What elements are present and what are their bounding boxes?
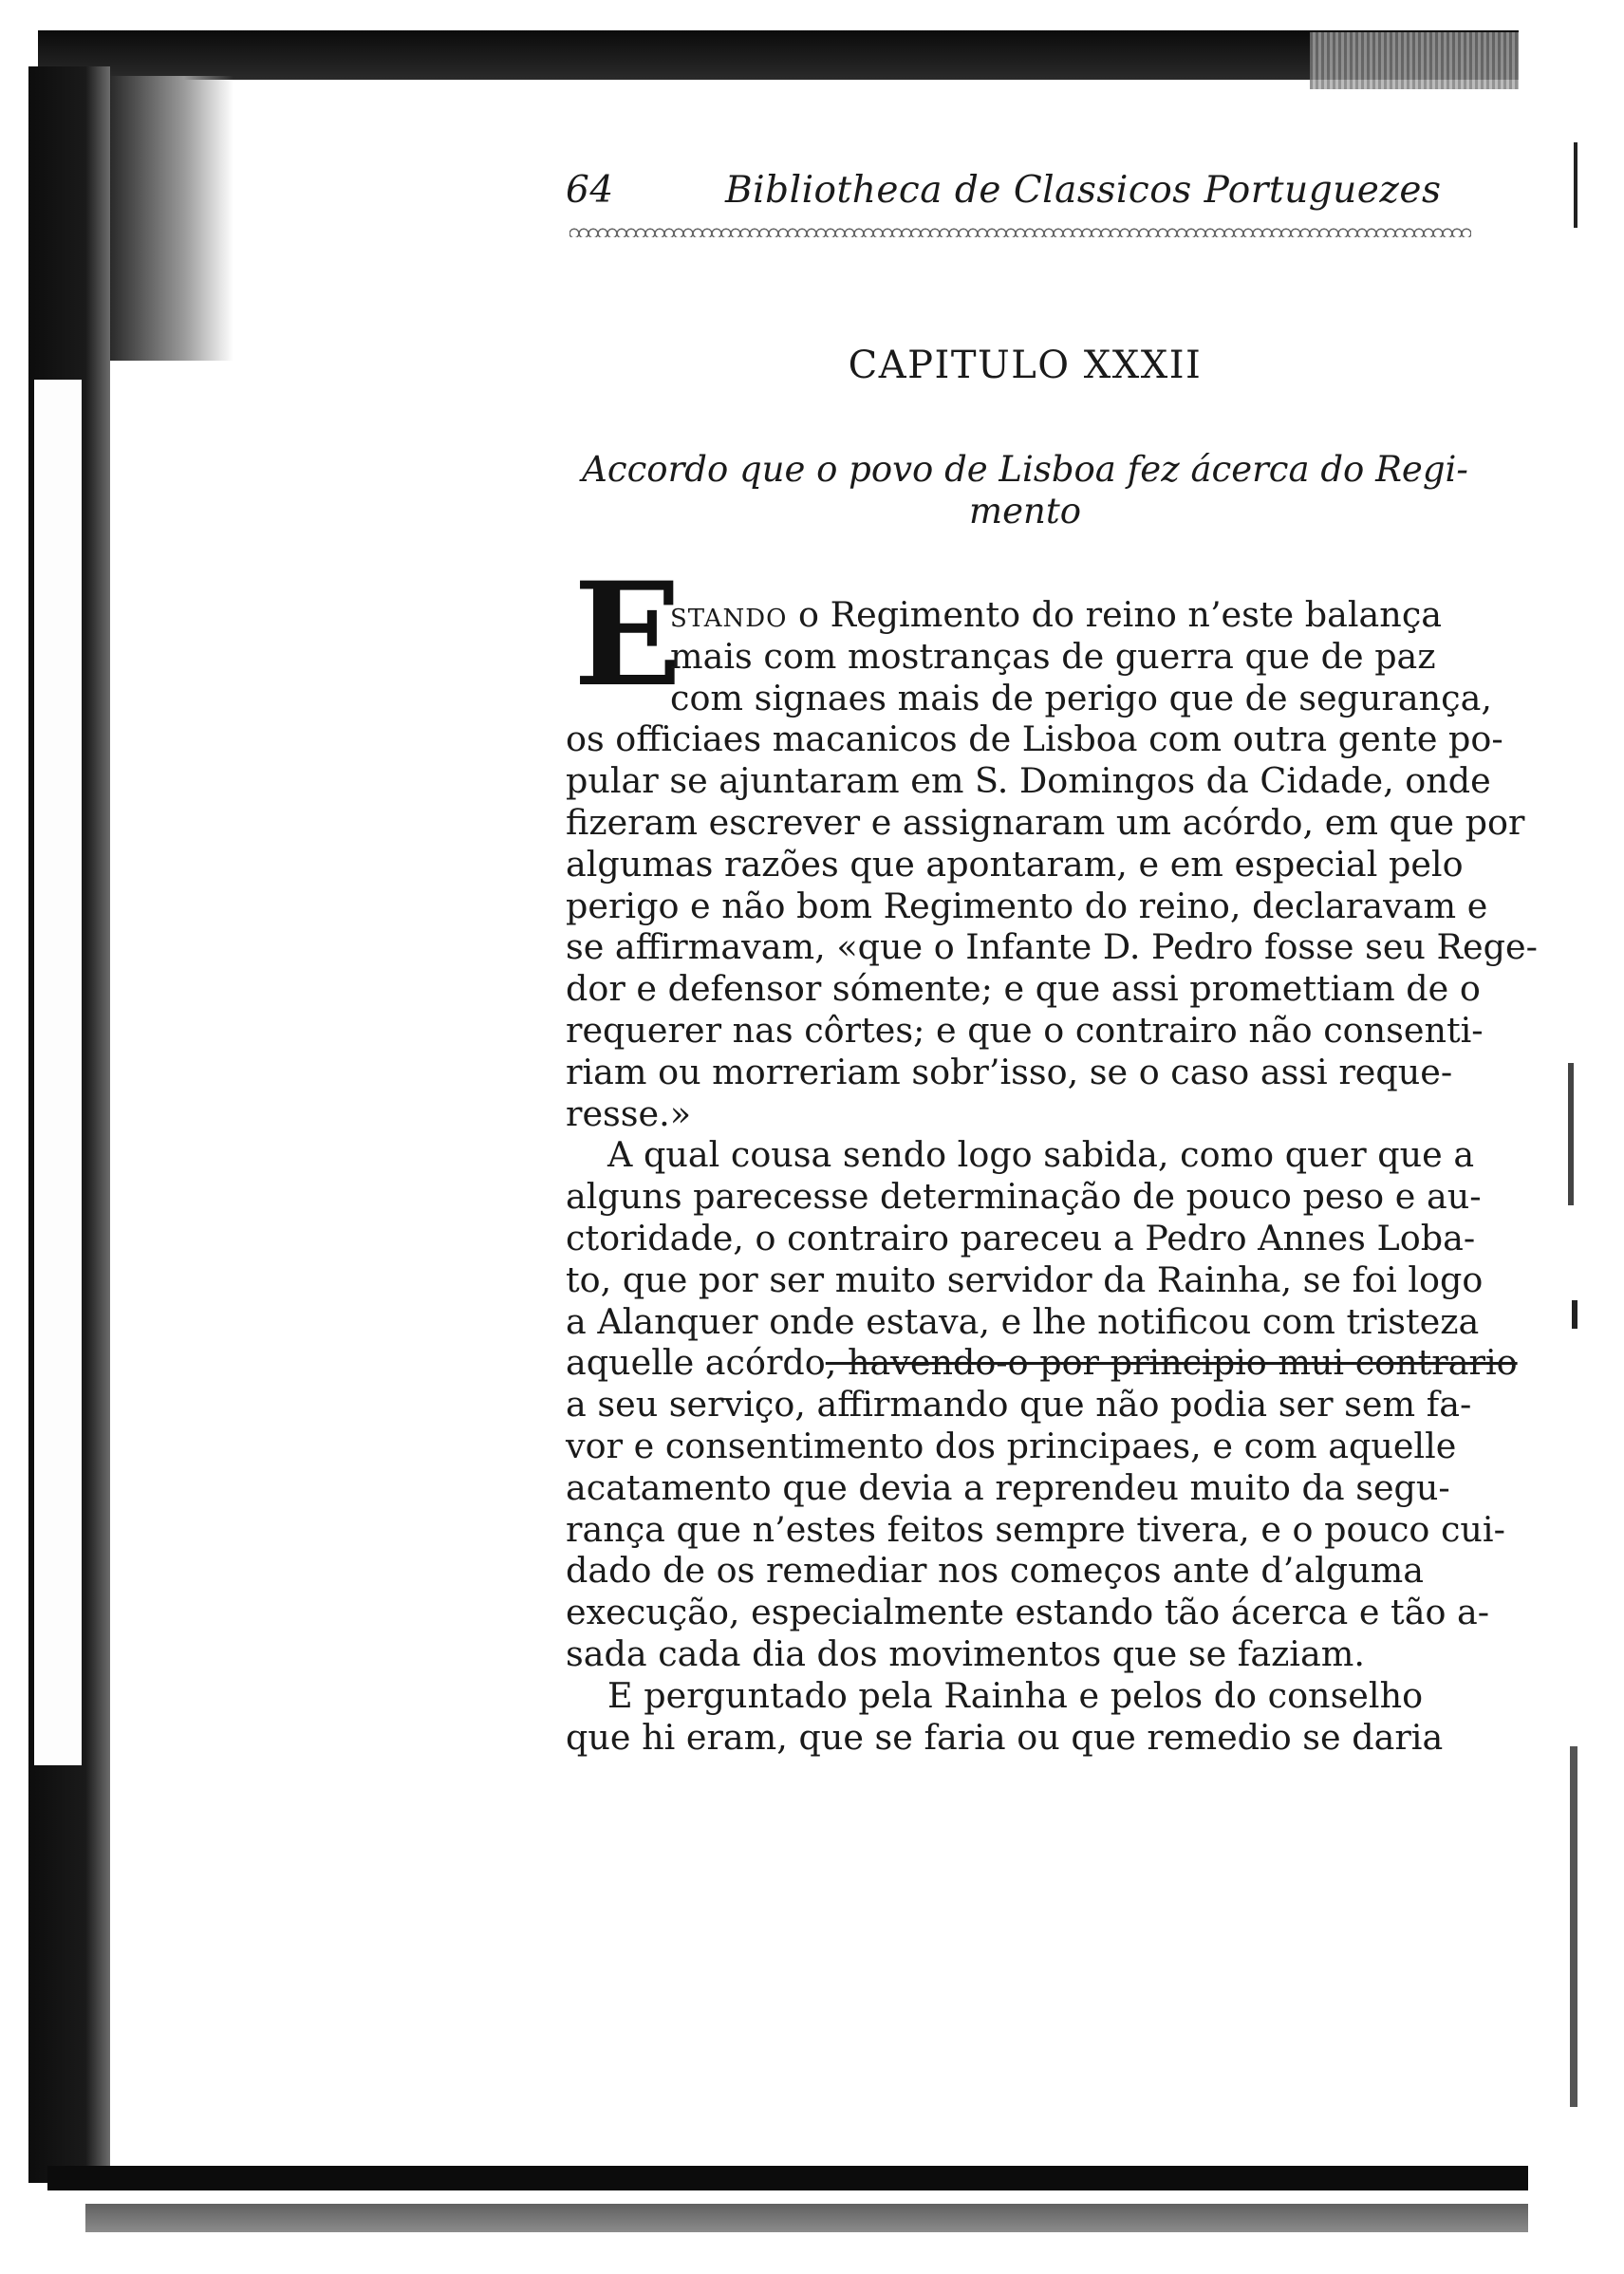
wavy-rule bbox=[569, 224, 1471, 237]
body-text bbox=[566, 594, 1538, 1758]
page-number: 64 bbox=[566, 169, 614, 212]
text-line: vor e consentimento dos principaes, e com aquelle bbox=[566, 1425, 1457, 1466]
text-line: riam ou morreriam sobr’isso, se o caso assi reque- bbox=[566, 1051, 1453, 1092]
text-line: alguns parecesse determinação de pouco peso e au- bbox=[566, 1176, 1482, 1218]
text-line: com signaes mais de perigo que de segurança, bbox=[670, 677, 1492, 718]
text-line: pular se ajuntaram em S. Domingos da Cidade, onde bbox=[566, 760, 1491, 802]
scan-mark-right bbox=[1568, 1063, 1574, 1205]
scan-edge-top-noise bbox=[1310, 32, 1519, 89]
text-line bbox=[566, 594, 1517, 636]
text-line: fizeram escrever e assignaram um acórdo, em que por bbox=[566, 801, 1525, 843]
scan-edge-top bbox=[38, 30, 1519, 80]
chapter-subtitle bbox=[569, 446, 1481, 530]
text-line-rest: o Regimento do reino n’este balança bbox=[787, 594, 1443, 635]
text-line: to, que por ser muito servidor da Rainha, se foi logo bbox=[566, 1258, 1484, 1300]
text-line-prefix: aquelle acórdo bbox=[566, 1342, 826, 1384]
scan-edge-left-gap bbox=[34, 380, 82, 1765]
drop-cap: E bbox=[573, 551, 682, 718]
subtitle-line: Accordo que o povo de Lisboa fez ácerca do Regi- bbox=[582, 449, 1468, 490]
text-line: que hi eram, que se faria ou que remedio se daria bbox=[566, 1716, 1444, 1758]
scan-mark-right bbox=[1572, 1300, 1577, 1329]
text-line: rança que n’estes feitos sempre tivera, e o pouco cui- bbox=[566, 1508, 1505, 1550]
scan-edge-left-shadow bbox=[110, 76, 233, 361]
text-line: perigo e não bom Regimento do reino, declaravam e bbox=[566, 885, 1488, 926]
scan-edge-bottom-shadow bbox=[85, 2204, 1528, 2232]
text-line: algumas razões que apontaram, e em especial pelo bbox=[566, 843, 1464, 885]
subtitle-line: mento bbox=[969, 490, 1081, 531]
text-line: a Alanquer onde estava, e lhe notificou com tristeza bbox=[566, 1300, 1480, 1342]
text-line: dor e defensor sómente; e que assi promettiam de o bbox=[566, 968, 1481, 1010]
text-line: E perguntado pela Rainha e pelos do conselho bbox=[607, 1674, 1424, 1716]
scan-edge-bottom bbox=[47, 2166, 1528, 2190]
text-line: se affirmavam, «que o Infante D. Pedro fosse seu Rege- bbox=[566, 926, 1538, 968]
text-line: requerer nas côrtes; e que o contrairo não consenti- bbox=[566, 1009, 1484, 1051]
text-line: sada cada dia dos movimentos que se faziam. bbox=[566, 1632, 1365, 1674]
text-line: ctoridade, o contrairo pareceu a Pedro Annes Loba- bbox=[566, 1217, 1476, 1258]
chapter-heading: CAPITULO XXXII bbox=[848, 344, 1203, 387]
scan-mark-right bbox=[1574, 142, 1577, 228]
text-line: a seu serviço, affirmando que não podia ser sem fa- bbox=[566, 1384, 1472, 1426]
scan-mark-right bbox=[1570, 1746, 1577, 2107]
text-line: acatamento que devia a reprendeu muito da segu- bbox=[566, 1466, 1450, 1508]
text-line: dado de os remediar nos começos ante d’alguma bbox=[566, 1550, 1425, 1592]
struck-text: , havendo-o por principio mui contrario bbox=[825, 1342, 1518, 1384]
text-line: resse.» bbox=[566, 1092, 692, 1134]
text-line: os officiaes macanicos de Lisboa com outra gente po- bbox=[566, 718, 1503, 760]
text-line: mais com mostranças de guerra que de paz bbox=[670, 635, 1436, 677]
text-line: execução, especialmente estando tão ácerca e tão a- bbox=[566, 1592, 1490, 1633]
text-line: A qual cousa sendo logo sabida, como quer que a bbox=[607, 1134, 1475, 1176]
lead-smallcaps: stando bbox=[670, 594, 788, 635]
text-line bbox=[566, 1342, 1517, 1384]
running-title: Bibliotheca de Classicos Portuguezes bbox=[725, 169, 1442, 212]
